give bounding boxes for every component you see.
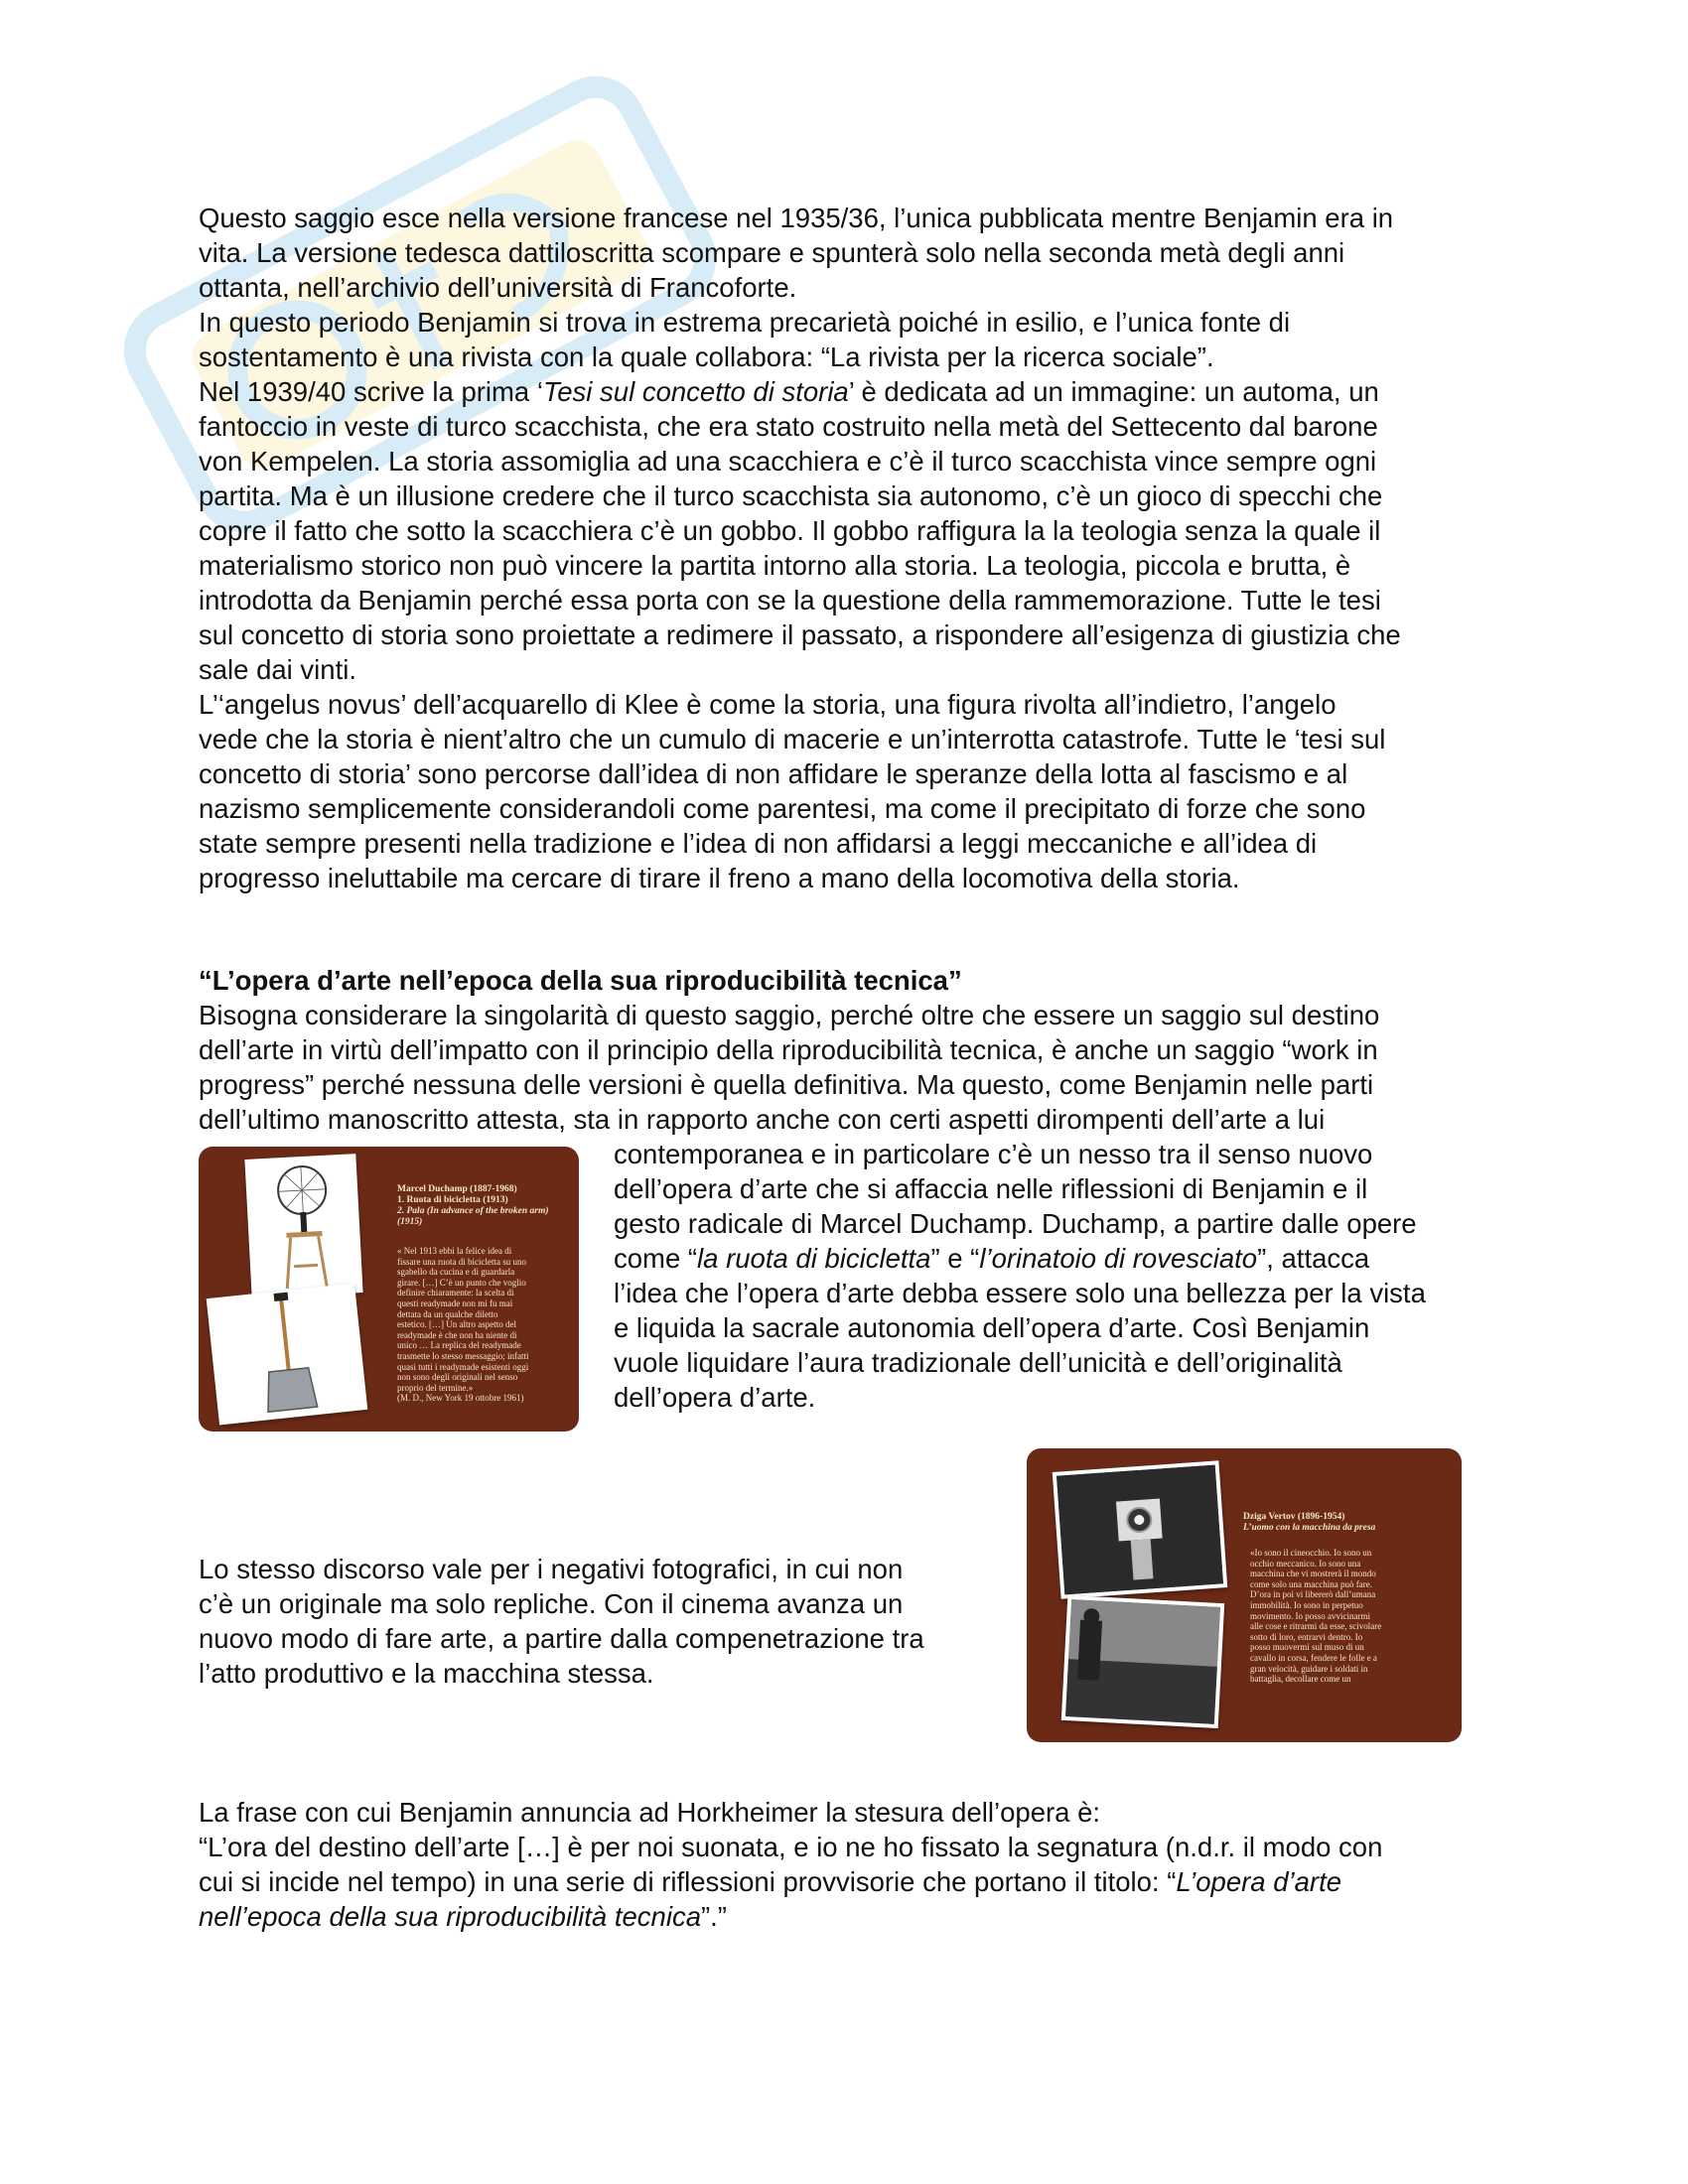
text-line: introdotta da Benjamin perché essa porta con se la questione della rammemorazione. Tutte le tesi — [199, 585, 1381, 615]
text-line: concetto di storia’ sono percorse dall’idea di non affidare le speranze della lotta al fascismo e al — [199, 758, 1348, 789]
text-span: ” e “ — [930, 1243, 980, 1274]
text-line: e liquida la sacrale autonomia dell’opera d’arte. Così Benjamin — [614, 1312, 1370, 1343]
bicycle-wheel-icon — [244, 1154, 362, 1298]
vertov-quote — [1250, 1548, 1457, 1685]
slide-line: cavallo in corsa, fendere le folle e a — [1250, 1652, 1377, 1663]
text-line: sostentamento è una rivista con la quale collabora: “La rivista per la ricerca sociale”. — [199, 341, 1214, 372]
text-line: materialismo storico non può vincere la partita intorno alla storia. La teologia, piccola e brutta, è — [199, 550, 1351, 581]
bicycle-wheel-photo — [244, 1154, 362, 1298]
italic-title: Tesi sul concetto di storia — [542, 376, 849, 407]
slide-line: questi readymade non mi fu mai — [397, 1297, 513, 1308]
text-line: nuovo modo di fare arte, a partire dalla compenetrazione tra — [199, 1623, 924, 1654]
slide-line: readymade è che non ha niente di — [397, 1329, 517, 1340]
text-line: copre il fatto che sotto la scacchiera c’è un gobbo. Il gobbo raffigura la la teologia senza la quale il — [199, 515, 1381, 546]
italic-title: L’opera d’arte — [1176, 1866, 1342, 1897]
slide-item: 1. Ruota di bicicletta (1913) — [397, 1195, 508, 1205]
slide-line: sotto di loro, entrarvi dentro. Io — [1250, 1631, 1363, 1642]
text-span: ’ è dedicata ad un immagine: un automa, un — [848, 376, 1379, 407]
slide-line: alle cose e ritrarmi da esse, scivolare — [1250, 1621, 1382, 1632]
crowd-photo — [1061, 1595, 1224, 1728]
crowd-icon — [1065, 1599, 1220, 1724]
slide-line: girare. […] C’è un punto che voglio — [397, 1277, 526, 1288]
slide-line: gran velocità, guidare i soldati in — [1250, 1663, 1368, 1674]
slide-line: dettata da un qualche diletto — [397, 1308, 498, 1319]
slide-line: sgabello da cucina e di guardarla — [397, 1267, 515, 1278]
text-span: cui si incide nel tempo) in una serie di riflessioni provvisorie che portano il titolo: “ — [199, 1866, 1177, 1897]
film-camera-icon — [1056, 1465, 1223, 1595]
text-line: Bisogna considerare la singolarità di questo saggio, perché oltre che essere un saggio sul destino — [199, 1000, 1380, 1030]
slide-line: unico … La replica del readymade — [397, 1340, 521, 1351]
slide-line: D’ora in poi vi libererò dall’umana — [1250, 1589, 1376, 1600]
shovel-icon — [207, 1284, 368, 1426]
slide-line: immobilità. Io sono in perpetuo — [1250, 1599, 1363, 1610]
duchamp-slide-image — [199, 1147, 579, 1432]
text-line: Lo stesso discorso vale per i negativi fotografici, in cui non — [199, 1554, 904, 1584]
slide-line: estetico. […] Un altro aspetto del — [397, 1319, 516, 1330]
slide-line: quasi tutti i readymade esistenti oggi — [397, 1361, 529, 1372]
slide-line: fissare una ruota di bicicletta su uno — [397, 1256, 526, 1267]
snow-shovel-photo — [207, 1284, 368, 1426]
text-line: dell’arte in virtù dell’impatto con il principio della riproducibilità tecnica, è anche un saggio “work in — [199, 1034, 1378, 1065]
essay-text — [199, 998, 1489, 1137]
text-line: gesto radicale di Marcel Duchamp. Duchamp, a partire dalle opere — [614, 1208, 1417, 1239]
text-line: von Kempelen. La storia assomiglia ad una scacchiera e c’è il turco scacchista vince sempre ogni — [199, 446, 1377, 477]
section-heading: “L’opera d’arte nell’epoca della sua riproducibilità tecnica” — [199, 965, 962, 996]
text-span: ”, attacca — [1257, 1243, 1370, 1274]
text-line: state sempre presenti nella tradizione e l’idea di non affidarsi a leggi meccaniche e all’idea di — [199, 828, 1318, 859]
vertov-slide-title — [1243, 1512, 1452, 1534]
slide-line: occhio meccanico. Io sono una — [1250, 1558, 1361, 1569]
text-line: La frase con cui Benjamin annuncia ad Horkheimer la stesura dell’opera è: — [199, 1797, 1101, 1828]
negatives-text — [199, 1552, 993, 1691]
text-line: l’atto produttivo e la macchina stessa. — [199, 1658, 654, 1689]
slide-line: « Nel 1913 ebbi la felice idea di — [397, 1246, 512, 1256]
text-line — [199, 1864, 1489, 1899]
italic-title: l’orinatoio di rovesciato — [979, 1243, 1258, 1274]
film-camera-photo — [1053, 1460, 1228, 1598]
text-line: dell’opera d’arte che si affaccia nelle riflessioni di Benjamin e il — [614, 1173, 1368, 1204]
slide-line: macchina che vi mostrerà il mondo — [1250, 1569, 1376, 1579]
vertov-slide-image — [1027, 1448, 1462, 1742]
text-line: nazismo semplicemente considerandoli come parentesi, ma come il precipitato di forze che sono — [199, 793, 1366, 824]
text-line: contemporanea e in particolare c’è un nesso tra il senso nuovo — [614, 1139, 1373, 1169]
text-line — [199, 374, 1489, 409]
italic-title: nell’epoca della sua riproducibilità tecnica — [199, 1901, 701, 1932]
essay-wrap-text — [614, 1137, 1507, 1415]
text-line: progress” perché nessuna delle versioni è quella definitiva. Ma questo, come Benjamin nelle parti — [199, 1069, 1374, 1100]
slide-line: proprio del termine.» — [397, 1382, 474, 1393]
text-line: partita. Ma è un illusione credere che il turco scacchista sia autonomo, c’è un gioco di specchi che — [199, 480, 1383, 511]
text-line: sale dai vinti. — [199, 654, 356, 685]
slide-line: (M. D., New York 19 ottobre 1961) — [397, 1393, 524, 1404]
slide-line: non sono degli originali nel senso — [397, 1372, 518, 1383]
text-line: c’è un originale ma solo repliche. Con il cinema avanza un — [199, 1588, 904, 1619]
text-line: vita. La versione tedesca dattiloscritta scompare e spunterà solo nella seconda metà degli anni — [199, 237, 1345, 268]
text-line: vede che la storia è nient’altro che un cumulo di macerie e un’interrotta catastrofe. Tutte le ‘tesi sul — [199, 724, 1386, 754]
slide-line: definire chiaramente: la scelta di — [397, 1288, 514, 1298]
closing-quote-text — [199, 1795, 1489, 1934]
slide-line: «Io sono il cineocchio. Io sono un — [1250, 1548, 1372, 1558]
text-span: ”.” — [701, 1901, 727, 1932]
slide-line: movimento. Io posso avvicinarmi — [1250, 1610, 1370, 1621]
duchamp-quote — [397, 1246, 571, 1404]
text-line — [199, 1899, 1489, 1934]
slide-item: 2. Pala (In advance of the broken arm) (1915) — [397, 1206, 549, 1227]
text-line: “L’ora del destino dell’arte […] è per noi suonata, e io ne ho fissato la segnatura (n.d.r. il modo con — [199, 1832, 1383, 1862]
text-line: sul concetto di storia sono proiettate a redimere il passato, a rispondere all’esigenza di giustizia che — [199, 619, 1401, 650]
text-line: dell’opera d’arte. — [614, 1382, 816, 1413]
slide-line: come solo una macchina può fare. — [1250, 1578, 1372, 1589]
slide-heading: Marcel Duchamp (1887-1968) — [397, 1184, 517, 1194]
slide-heading: Dziga Vertov (1896-1954) — [1243, 1512, 1345, 1522]
text-line: L’‘angelus novus’ dell’acquarello di Klee è come la storia, una figura rivolta all’indietro, l’angelo — [199, 689, 1336, 720]
text-span: come “ — [614, 1243, 698, 1274]
slide-line: battaglia, decollare come un — [1250, 1674, 1351, 1685]
italic-title: la ruota di bicicletta — [697, 1243, 931, 1274]
text-line: In questo periodo Benjamin si trova in estrema precarietà poiché in esilio, e l’unica fonte di — [199, 307, 1291, 338]
intro-text — [199, 201, 1489, 895]
text-line: Questo saggio esce nella versione francese nel 1935/36, l’unica pubblicata mentre Benjamin era in — [199, 203, 1394, 233]
duchamp-slide-title — [397, 1184, 566, 1228]
text-line — [614, 1241, 1507, 1276]
text-line: l’idea che l’opera d’arte debba essere solo una bellezza per la vista — [614, 1278, 1426, 1308]
slide-subtitle: L’uomo con la macchina da presa — [1243, 1523, 1376, 1533]
slide-line: posso muovermi sul muso di un — [1250, 1642, 1364, 1653]
text-span: Nel 1939/40 scrive la prima ‘ — [199, 376, 543, 407]
slide-line: trasmette lo stesso messaggio; infatti — [397, 1350, 529, 1361]
text-line: ottanta, nell’archivio dell’università di Francoforte. — [199, 272, 797, 303]
text-line: vuole liquidare l’aura tradizionale dell’unicità e dell’originalità — [614, 1347, 1342, 1378]
text-line: fantoccio in veste di turco scacchista, che era stato costruito nella metà del Settecento dal barone — [199, 411, 1378, 442]
text-line: progresso ineluttabile ma cercare di tirare il freno a mano della locomotiva della storia. — [199, 863, 1240, 893]
text-line: dell’ultimo manoscritto attesta, sta in rapporto anche con certi aspetti dirompenti dell’arte a lui — [199, 1104, 1326, 1135]
